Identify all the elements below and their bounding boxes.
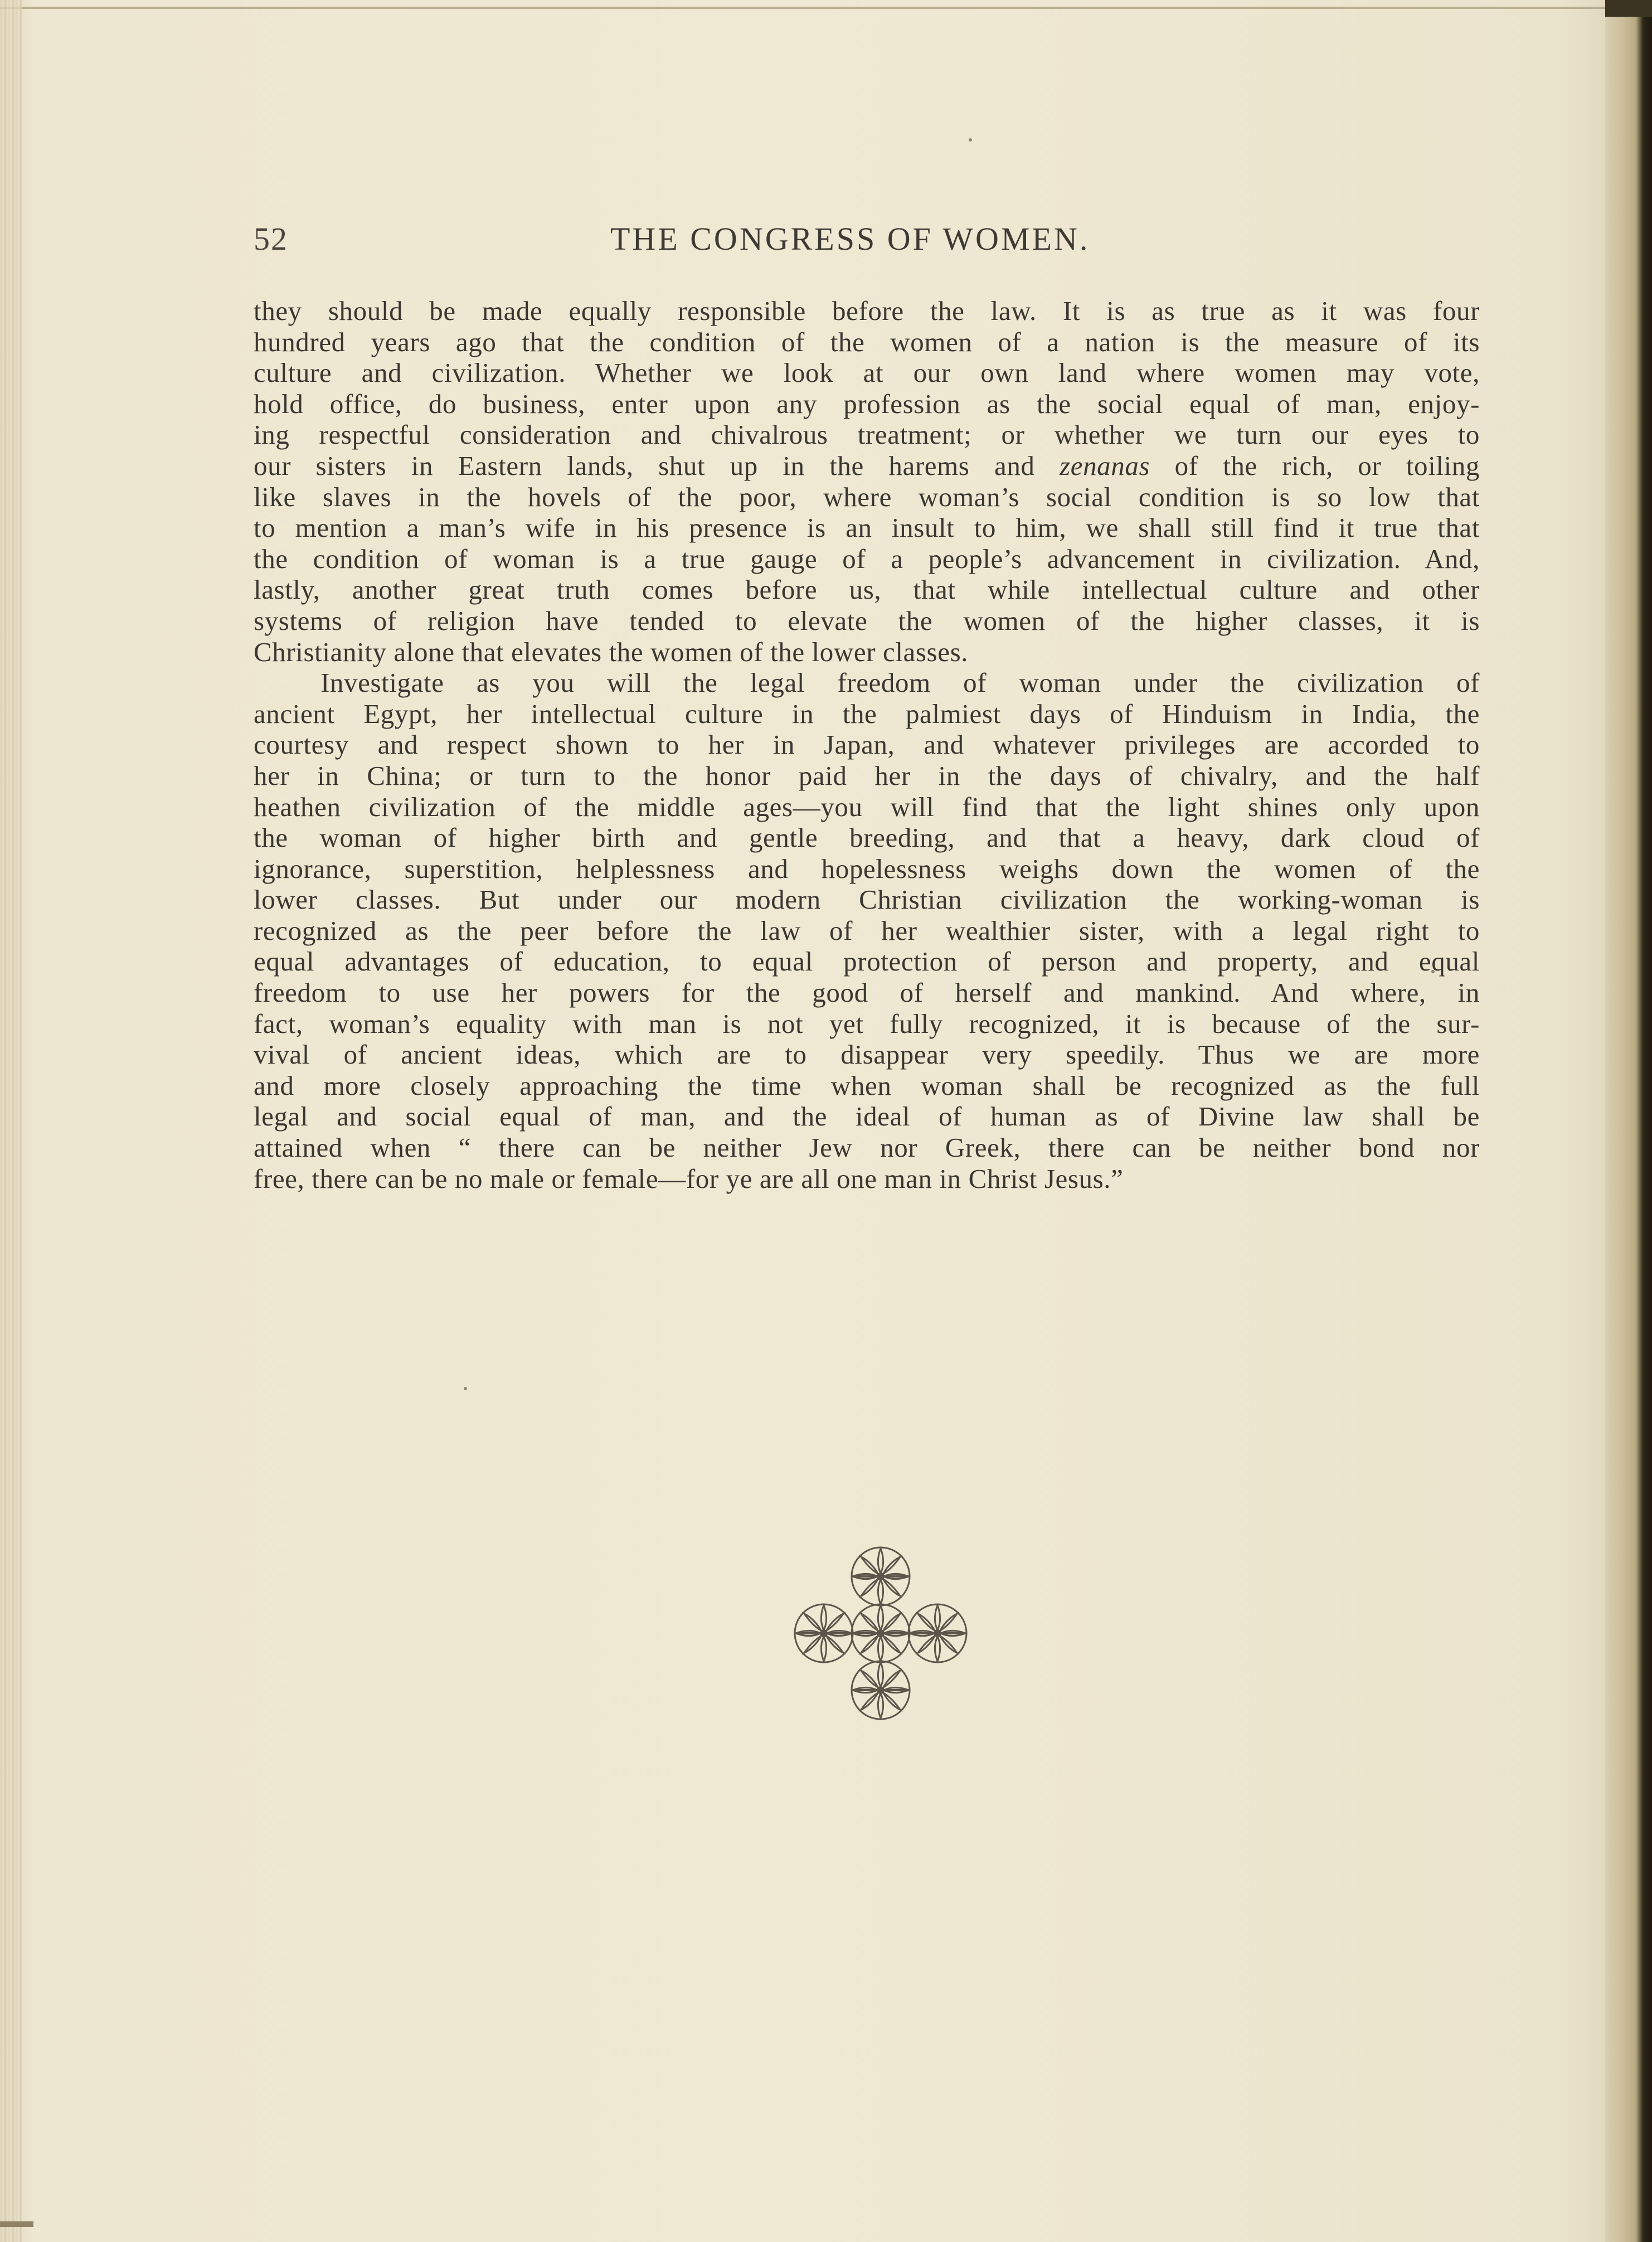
text-line: fact, woman’s equality with man is not yet fully recognized, it is because of the sur- (254, 1008, 1480, 1039)
text-line: freedom to use her powers for the good of herself and mankind. And where, in (254, 977, 1480, 1008)
italic-word: zenanas (1060, 450, 1150, 481)
text-line: ancient Egypt, her intellectual culture in the palmiest days of Hinduism in India, the (254, 698, 1480, 729)
text-segment: of the rich, or toiling (1174, 450, 1480, 481)
text-line: ing respectful consideration and chivalrous treatment; or whether we turn our eyes to (254, 419, 1480, 450)
text-line: systems of religion have tended to elevate the women of the higher classes, it is (254, 605, 1480, 636)
page-corner-mark (0, 2221, 33, 2227)
page-number: 52 (254, 221, 288, 257)
text-line: like slaves in the hovels of the poor, where woman’s social condition is so low that (254, 481, 1480, 512)
top-edge-rule (0, 7, 1605, 9)
page-header (254, 220, 1480, 270)
text-line: her in China; or turn to the honor paid her in the days of chivalry, and the half (254, 760, 1480, 791)
text-line: vival of ancient ideas, which are to disappear very speedily. Thus we are more (254, 1039, 1480, 1070)
running-head: THE CONGRESS OF WOMEN. (610, 221, 1090, 257)
left-page-stack-edge (0, 0, 22, 2242)
text-line: the condition of woman is a true gauge of a people’s advancement in civilization. And, (254, 543, 1480, 574)
text-line: to mention a man’s wife in his presence is an insult to him, we shall still find it true that (254, 512, 1480, 543)
text-line: recognized as the peer before the law of her wealthier sister, with a legal right to (254, 915, 1480, 946)
paper-speck (969, 138, 972, 142)
rosette-cross-ornament-icon (791, 1544, 970, 1722)
body-text (254, 295, 1480, 1194)
text-line-with-italic (254, 450, 1480, 482)
text-line: attained when “ there can be neither Jew nor Greek, there can be neither bond nor (254, 1132, 1480, 1163)
text-line: courtesy and respect shown to her in Japan, and whatever privileges are accorded to (254, 729, 1480, 760)
text-line: culture and civilization. Whether we look at our own land where women may vote, (254, 357, 1480, 389)
text-line: the woman of higher birth and gentle breeding, and that a heavy, dark cloud of (254, 822, 1480, 853)
text-line: and more closely approaching the time when woman shall be recognized as the full (254, 1070, 1480, 1101)
binding-corner (1605, 0, 1652, 17)
text-line: lastly, another great truth comes before us, that while intellectual culture and other (254, 574, 1480, 605)
text-segment: our sisters in Eastern lands, shut up in the harems and (254, 450, 1035, 481)
text-line: ignorance, superstition, helplessness and hopelessness weighs down the women of the (254, 853, 1480, 884)
text-line: legal and social equal of man, and the ideal of human as of Divine law shall be (254, 1101, 1480, 1132)
paragraph-end-line: Christianity alone that elevates the women of the lower classes. (254, 636, 969, 667)
text-line: lower classes. But under our modern Christian civilization the working-woman is (254, 884, 1480, 915)
paragraph-start-line: Investigate as you will the legal freedom of woman under the civilization of (320, 667, 1480, 698)
text-line: they should be made equally responsible before the law. It is as true as it was four (254, 295, 1480, 326)
right-binding-edge (1605, 0, 1652, 2242)
paragraph-end-line: free, there can be no male or female—for ye are all one man in Christ Jesus.” (254, 1163, 1124, 1194)
text-line: hold office, do business, enter upon any profession as the social equal of man, enjoy- (254, 388, 1480, 419)
text-line: heathen civilization of the middle ages—you will find that the light shines only upon (254, 791, 1480, 822)
text-line: equal advantages of education, to equal protection of person and property, and equal (254, 946, 1480, 977)
paper-speck (464, 1387, 467, 1390)
text-line: hundred years ago that the condition of the women of a nation is the measure of its (254, 326, 1480, 357)
